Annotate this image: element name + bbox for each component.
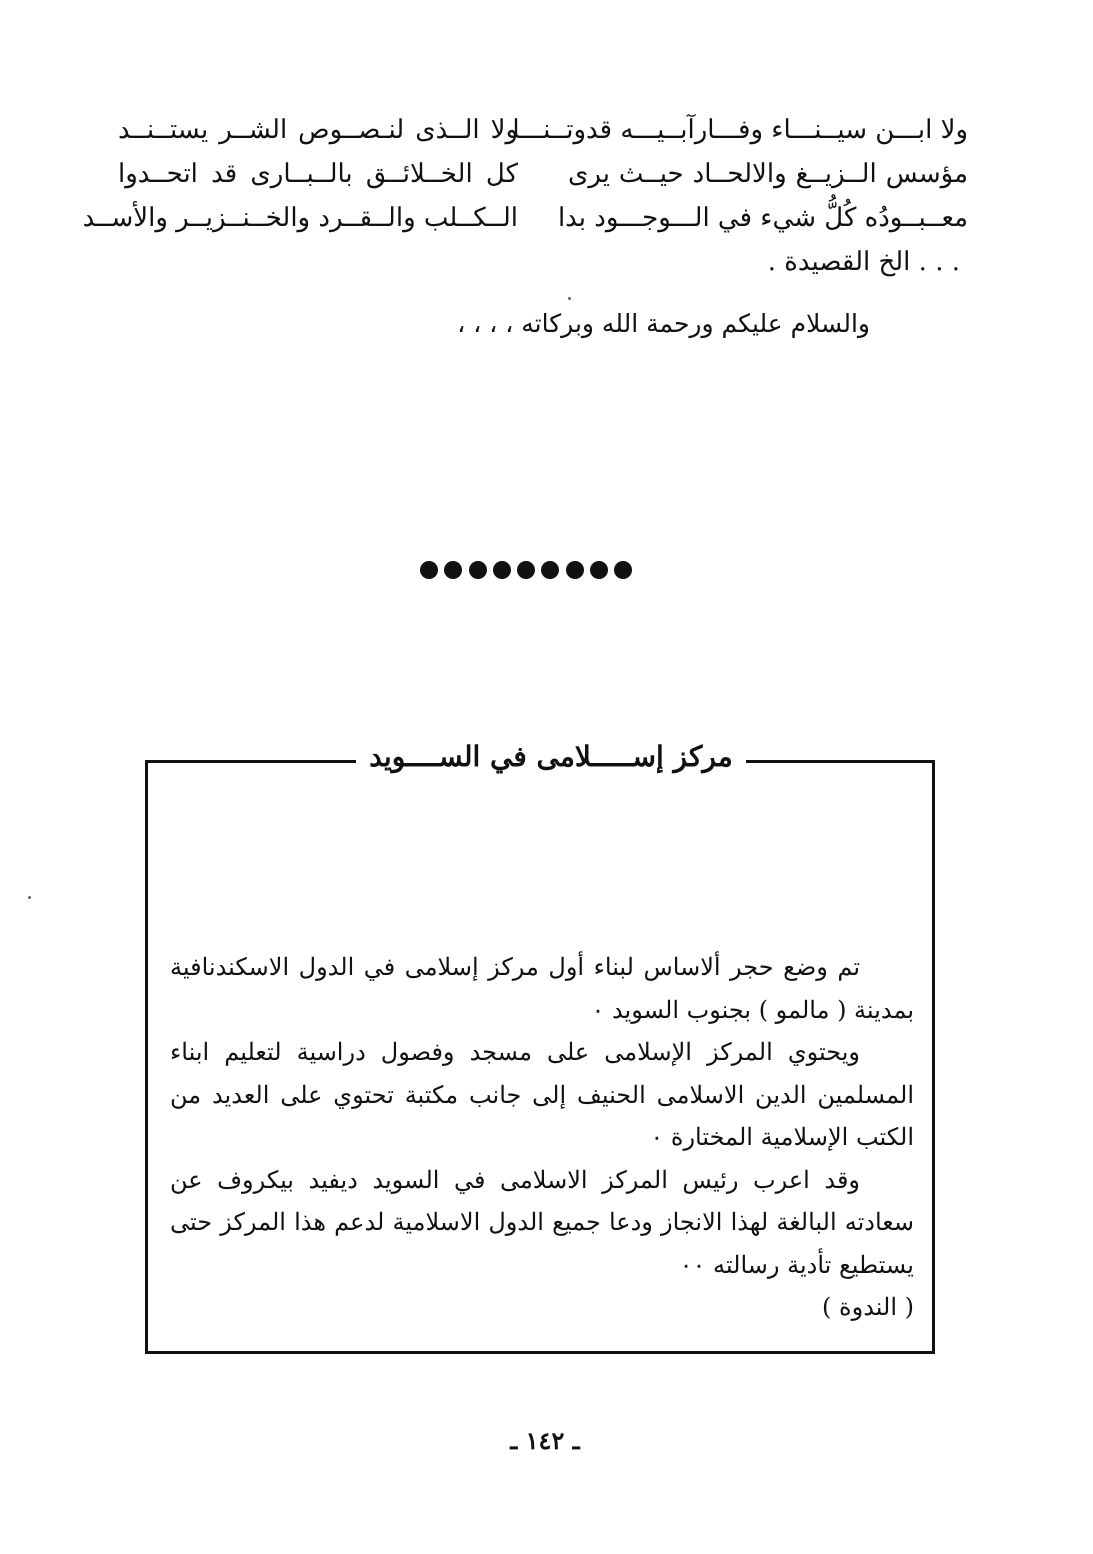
- verse-left-hemistich: كل الخــلائــق بالــبــارى قد اتحــدوا: [118, 159, 518, 189]
- verse-right-hemistich: ولا ابـــن سيــنـــاء وفـــارآبــيـــه قدوتــنـــا: [512, 115, 968, 145]
- separator-dot: [541, 561, 559, 579]
- closing-salutation: والسلام عليكم ورحمة الله وبركاته ، ، ، ،: [457, 309, 870, 338]
- article-title: مركز إســـــلامى في الســــويد: [369, 739, 733, 773]
- article-body: [170, 946, 914, 1329]
- poem: [82, 108, 968, 240]
- poem-verse: [118, 152, 968, 196]
- separator-dot: [444, 561, 462, 579]
- separator-dot: [517, 561, 535, 579]
- article-paragraph: ويحتوي المركز الإسلامى على مسجد وفصول دراسية لتعليم ابناء المسلمين الدين الاسلامى الحنيف إلى جانب مكتبة تحتوي على العديد من الكتب الإسلامية المختارة ٠: [170, 1038, 914, 1151]
- separator-dot: [614, 561, 632, 579]
- article-paragraph-continuation: بمدينة ( مالمو ) بجنوب السويد ٠: [591, 995, 914, 1024]
- separator-dot: [590, 561, 608, 579]
- scan-speck: [568, 297, 571, 300]
- page-number: ـ ١٤٢ ـ: [510, 1425, 580, 1455]
- article-paragraph: وقد اعرب رئيس المركز الاسلامى في السويد ديفيد بيكروف عن سعادته البالغة لهذا الانجاز ودعا جميع الدول الاسلامية لدعم هذا المركز حتى يستطيع تأدية رسالته ٠٠: [170, 1165, 914, 1279]
- separator-dot: [420, 561, 438, 579]
- article-title-wrap: [356, 732, 746, 780]
- poem-verse: [118, 108, 968, 152]
- verse-left-hemistich: ولا الــذى لنـصــوص الشــر يستــنــد: [118, 115, 518, 145]
- article-paragraph: تم وضع حجر ألاساس لبناء أول مركز إسلامى في الدول الاسكندنافية: [170, 953, 860, 981]
- separator-dot: [469, 561, 487, 579]
- verse-right-hemistich: معــبــودُه كُلُّ شيء في الـــوجـــود بدا: [557, 203, 968, 233]
- separator-dot: [493, 561, 511, 579]
- section-separator: [420, 560, 632, 580]
- poem-ending: . . . الخ القصيدة .: [767, 247, 960, 277]
- poem-verse: [82, 196, 968, 240]
- scan-speck: [28, 896, 31, 899]
- verse-left-hemistich: الــكــلب والــقــرد والخــنــزيــر والأســد: [82, 203, 518, 233]
- article-source: ( الندوة ): [822, 1293, 914, 1321]
- verse-right-hemistich: مؤسس الــزيــغ والالحــاد حيــث يرى: [568, 159, 968, 189]
- separator-dot: [566, 561, 584, 579]
